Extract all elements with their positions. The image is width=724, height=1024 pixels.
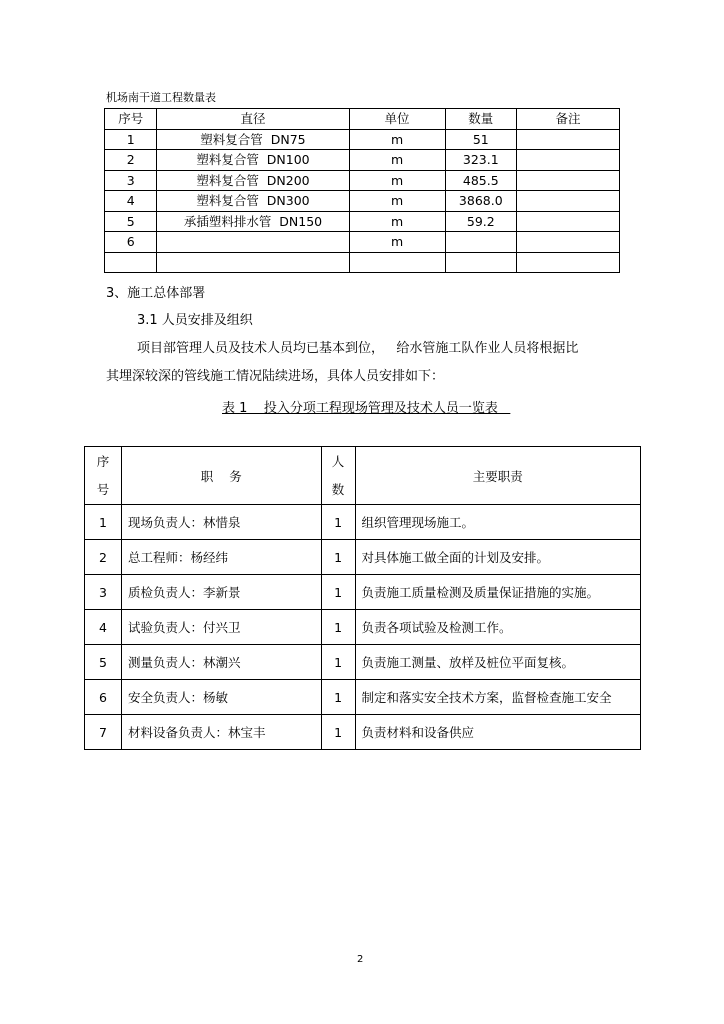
table-cell: 组织管理现场施工。 <box>355 505 640 540</box>
table-cell: 1 <box>105 129 157 150</box>
table-row <box>105 150 620 171</box>
table-cell: 试验负责人：付兴卫 <box>121 610 321 645</box>
table-row <box>105 170 620 191</box>
table-cell: 3868.0 <box>445 191 516 212</box>
quantity-table <box>104 108 620 273</box>
paragraph-line-2: 其埋深较深的管线施工情况陆续进场，具体人员安排如下： <box>106 369 445 384</box>
table-cell: 安全负责人：杨敏 <box>121 680 321 715</box>
table-cell <box>105 252 157 273</box>
table-cell: 负责施工测量、放样及桩位平面复核。 <box>355 645 640 680</box>
table-cell: 1 <box>85 505 122 540</box>
table-cell: 323.1 <box>445 150 516 171</box>
sub-heading: 3.1 人员安排及组织 <box>137 313 253 328</box>
paragraph-line-1: 项目部管理人员及技术人员均已基本到位， 给水管施工队作业人员将根据比 <box>137 341 579 356</box>
table-row <box>85 645 641 680</box>
quantity-table-header <box>105 109 620 130</box>
table-row <box>105 211 620 232</box>
table-cell: 59.2 <box>445 211 516 232</box>
header-count <box>321 447 355 505</box>
table-cell: 3 <box>85 575 122 610</box>
table-cell: m <box>349 211 445 232</box>
table-cell: 制定和落实安全技术方案，监督检查施工安全 <box>355 680 640 715</box>
table-cell: 1 <box>321 540 355 575</box>
table-row <box>85 715 641 750</box>
table2-title: 表 1 投入分项工程现场管理及技术人员一览表 <box>222 401 511 416</box>
staff-table <box>84 446 641 750</box>
header-cell: 数量 <box>445 109 516 130</box>
header-cell: 备注 <box>517 109 620 130</box>
table-cell: 3 <box>105 170 157 191</box>
table-cell: 1 <box>321 715 355 750</box>
table-row <box>85 540 641 575</box>
table-cell <box>157 232 349 253</box>
table-cell: 承插塑料排水管 DN150 <box>157 211 349 232</box>
table-cell: m <box>349 150 445 171</box>
table-row <box>85 505 641 540</box>
header-duty: 职 务 <box>121 447 321 505</box>
table-cell <box>517 170 620 191</box>
table-cell <box>445 232 516 253</box>
table1-caption: 机场南干道工程数量表 <box>106 91 216 104</box>
table-cell: 1 <box>321 645 355 680</box>
table-cell <box>517 232 620 253</box>
table-cell: 负责施工质量检测及质量保证措施的实施。 <box>355 575 640 610</box>
table-cell: 质检负责人：李新景 <box>121 575 321 610</box>
page-number: 2 <box>357 954 364 965</box>
section-heading: 3、施工总体部署 <box>106 286 206 301</box>
table-cell: 485.5 <box>445 170 516 191</box>
table-cell: 5 <box>105 211 157 232</box>
table-cell: 1 <box>321 575 355 610</box>
table-cell: 1 <box>321 505 355 540</box>
header-seq <box>85 447 122 505</box>
header-cell: 单位 <box>349 109 445 130</box>
table-cell: 1 <box>321 680 355 715</box>
table-cell <box>517 252 620 273</box>
header-seq-top: 序 <box>96 453 110 469</box>
table-cell: 塑料复合管 DN200 <box>157 170 349 191</box>
table-cell: 现场负责人：林惜泉 <box>121 505 321 540</box>
table-row <box>85 680 641 715</box>
table-cell: m <box>349 191 445 212</box>
table-cell: 材料设备负责人：林宝丰 <box>121 715 321 750</box>
table-cell: 1 <box>321 610 355 645</box>
table-cell: 6 <box>105 232 157 253</box>
table-cell <box>445 252 516 273</box>
header-seq-bottom: 号 <box>96 481 110 497</box>
header-cell: 序号 <box>105 109 157 130</box>
table-cell: 7 <box>85 715 122 750</box>
table-row <box>85 575 641 610</box>
table-cell: 51 <box>445 129 516 150</box>
table-cell: 4 <box>105 191 157 212</box>
table-cell: 塑料复合管 DN300 <box>157 191 349 212</box>
table-cell <box>349 252 445 273</box>
table-cell: 2 <box>85 540 122 575</box>
table-cell <box>157 252 349 273</box>
header-count-bottom: 数 <box>331 481 345 497</box>
table-cell: 负责材料和设备供应 <box>355 715 640 750</box>
table-cell: 总工程师：杨经纬 <box>121 540 321 575</box>
table-cell <box>517 211 620 232</box>
table-cell: 2 <box>105 150 157 171</box>
table-cell: m <box>349 170 445 191</box>
table-cell: m <box>349 129 445 150</box>
table-cell: 6 <box>85 680 122 715</box>
table-cell: 5 <box>85 645 122 680</box>
table-row <box>105 191 620 212</box>
table-row <box>85 610 641 645</box>
table-cell <box>517 191 620 212</box>
staff-table-header <box>85 447 641 505</box>
header-count-top: 人 <box>331 453 345 469</box>
table-row <box>105 129 620 150</box>
table-cell: 对具体施工做全面的计划及安排。 <box>355 540 640 575</box>
table-cell: 测量负责人：林潮兴 <box>121 645 321 680</box>
table-cell: 塑料复合管 DN75 <box>157 129 349 150</box>
header-responsibility: 主要职责 <box>355 447 640 505</box>
table-row <box>105 232 620 253</box>
table-cell: m <box>349 232 445 253</box>
table-row <box>105 252 620 273</box>
table-cell <box>517 150 620 171</box>
table-cell: 塑料复合管 DN100 <box>157 150 349 171</box>
table-cell: 4 <box>85 610 122 645</box>
table-cell <box>517 129 620 150</box>
table-cell: 负责各项试验及检测工作。 <box>355 610 640 645</box>
header-cell: 直径 <box>157 109 349 130</box>
